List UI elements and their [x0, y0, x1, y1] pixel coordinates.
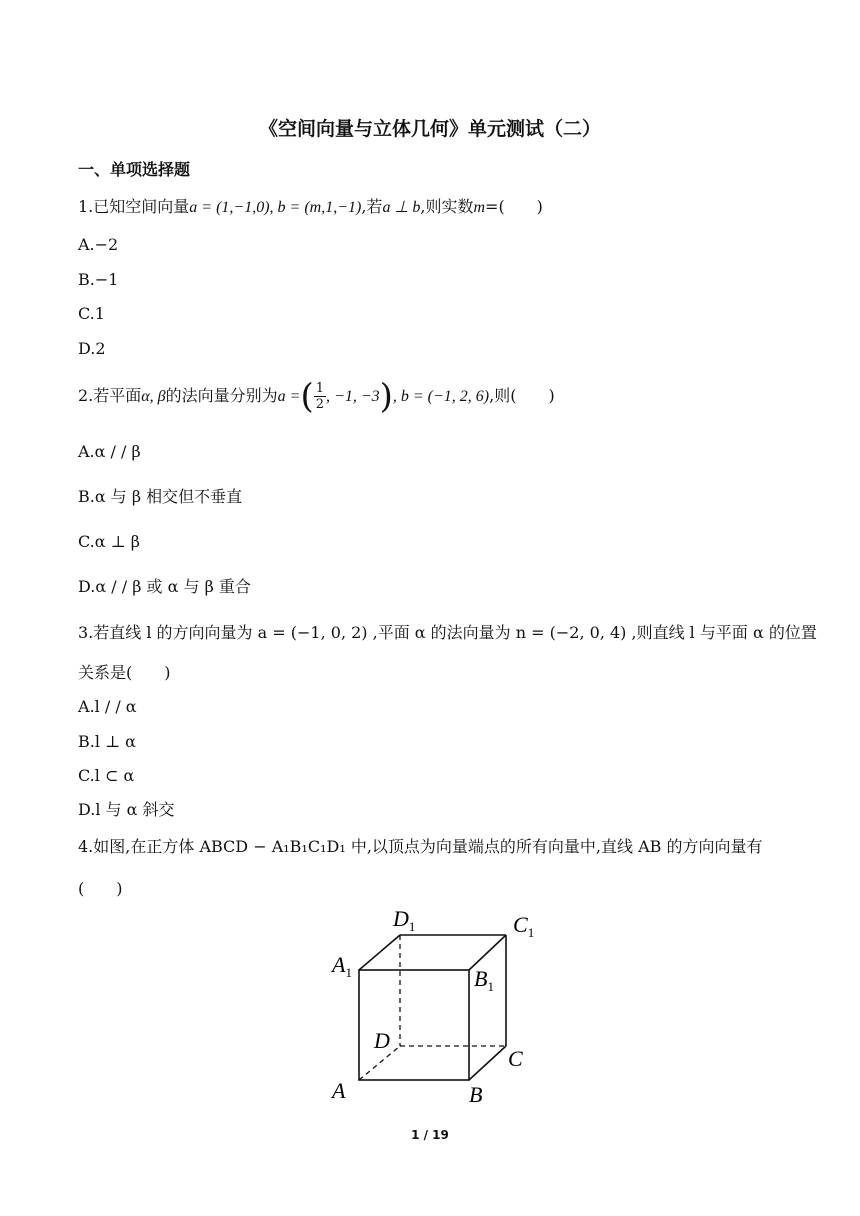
q3-option-b: B.l ⊥ α: [78, 732, 136, 751]
q2-fraction: [314, 381, 326, 412]
label-d: D: [374, 1028, 390, 1053]
cube-edge-b1c1: [469, 935, 506, 970]
q1-mid: ,若: [361, 197, 383, 216]
q1-math2: a ⊥ b: [382, 199, 421, 216]
q1-option-c: C.1: [78, 304, 105, 323]
q2-vec-a-label: a =: [277, 388, 301, 405]
label-a: A: [332, 1078, 346, 1103]
q3-option-d: D.l 与 α 斜交: [78, 800, 175, 819]
label-c1: $C_1$: [513, 912, 535, 940]
q2-left-paren: (: [300, 376, 314, 417]
question-1-stem: [78, 196, 543, 219]
q1-option-d: D.2: [78, 339, 106, 358]
label-d1: $D_1$: [393, 906, 416, 934]
question-3-line1: 3.若直线 l 的方向向量为 a = (−1, 0, 2) ,平面 α 的法向量为 n = (−2, 0, 4) ,则直线 l 与平面 α 的位置: [78, 623, 817, 642]
q2-vec-a-rest: , −1, −3: [326, 388, 380, 405]
label-a1: $A_1$: [332, 952, 352, 980]
cube-edge-bc: [469, 1046, 506, 1080]
q3-option-a: A.l / / α: [78, 697, 137, 716]
cube-front-face: [359, 970, 469, 1080]
q2-planes: α, β: [141, 388, 166, 405]
label-c: C: [508, 1046, 523, 1071]
q2-option-c: C.α ⊥ β: [78, 532, 141, 551]
q2-prefix: 2.若平面: [78, 386, 142, 405]
q1-prefix: 1.已知空间向量: [78, 197, 190, 216]
q2-right-paren: ): [379, 376, 393, 417]
cube-figure: [330, 902, 540, 1107]
q1-option-b: B.−1: [78, 270, 119, 289]
section-heading: 一、单项选择题: [78, 160, 191, 179]
label-b1: $B_1$: [474, 966, 494, 994]
q2-frac-den: 2: [315, 397, 325, 412]
question-2-stem: [78, 376, 555, 417]
q2-vec-b: , b = (−1, 2, 6): [392, 388, 490, 405]
q1-end: ,则实数: [420, 197, 474, 216]
question-3-line2: 关系是( ): [78, 663, 171, 682]
cube-edge-a1d1: [359, 935, 400, 970]
q1-tail: =( ): [485, 197, 543, 216]
page-number: 1 / 19: [411, 1128, 449, 1142]
q1-math: a = (1,−1,0), b = (m,1,−1): [189, 199, 362, 216]
q2-tail: ,则( ): [489, 386, 555, 405]
q3-option-c: C.l ⊂ α: [78, 766, 135, 785]
q2-option-a: A.α / / β: [78, 442, 141, 461]
q2-frac-num: 1: [315, 381, 325, 396]
question-4-line1: 4.如图,在正方体 ABCD − A₁B₁C₁D₁ 中,以顶点为向量端点的所有向量中,直线 AB 的方向向量有: [78, 837, 763, 856]
q2-option-b: B.α 与 β 相交但不垂直: [78, 487, 243, 506]
question-4-line2: ( ): [78, 879, 123, 898]
q1-option-a: A.−2: [78, 235, 119, 254]
q2-mid: 的法向量分别为: [165, 386, 278, 405]
q1-var: m: [473, 199, 486, 216]
page-title: 《空间向量与立体几何》单元测试（二）: [258, 118, 601, 140]
label-b: B: [469, 1082, 483, 1107]
q2-option-d: D.α / / β 或 α 与 β 重合: [78, 577, 251, 596]
